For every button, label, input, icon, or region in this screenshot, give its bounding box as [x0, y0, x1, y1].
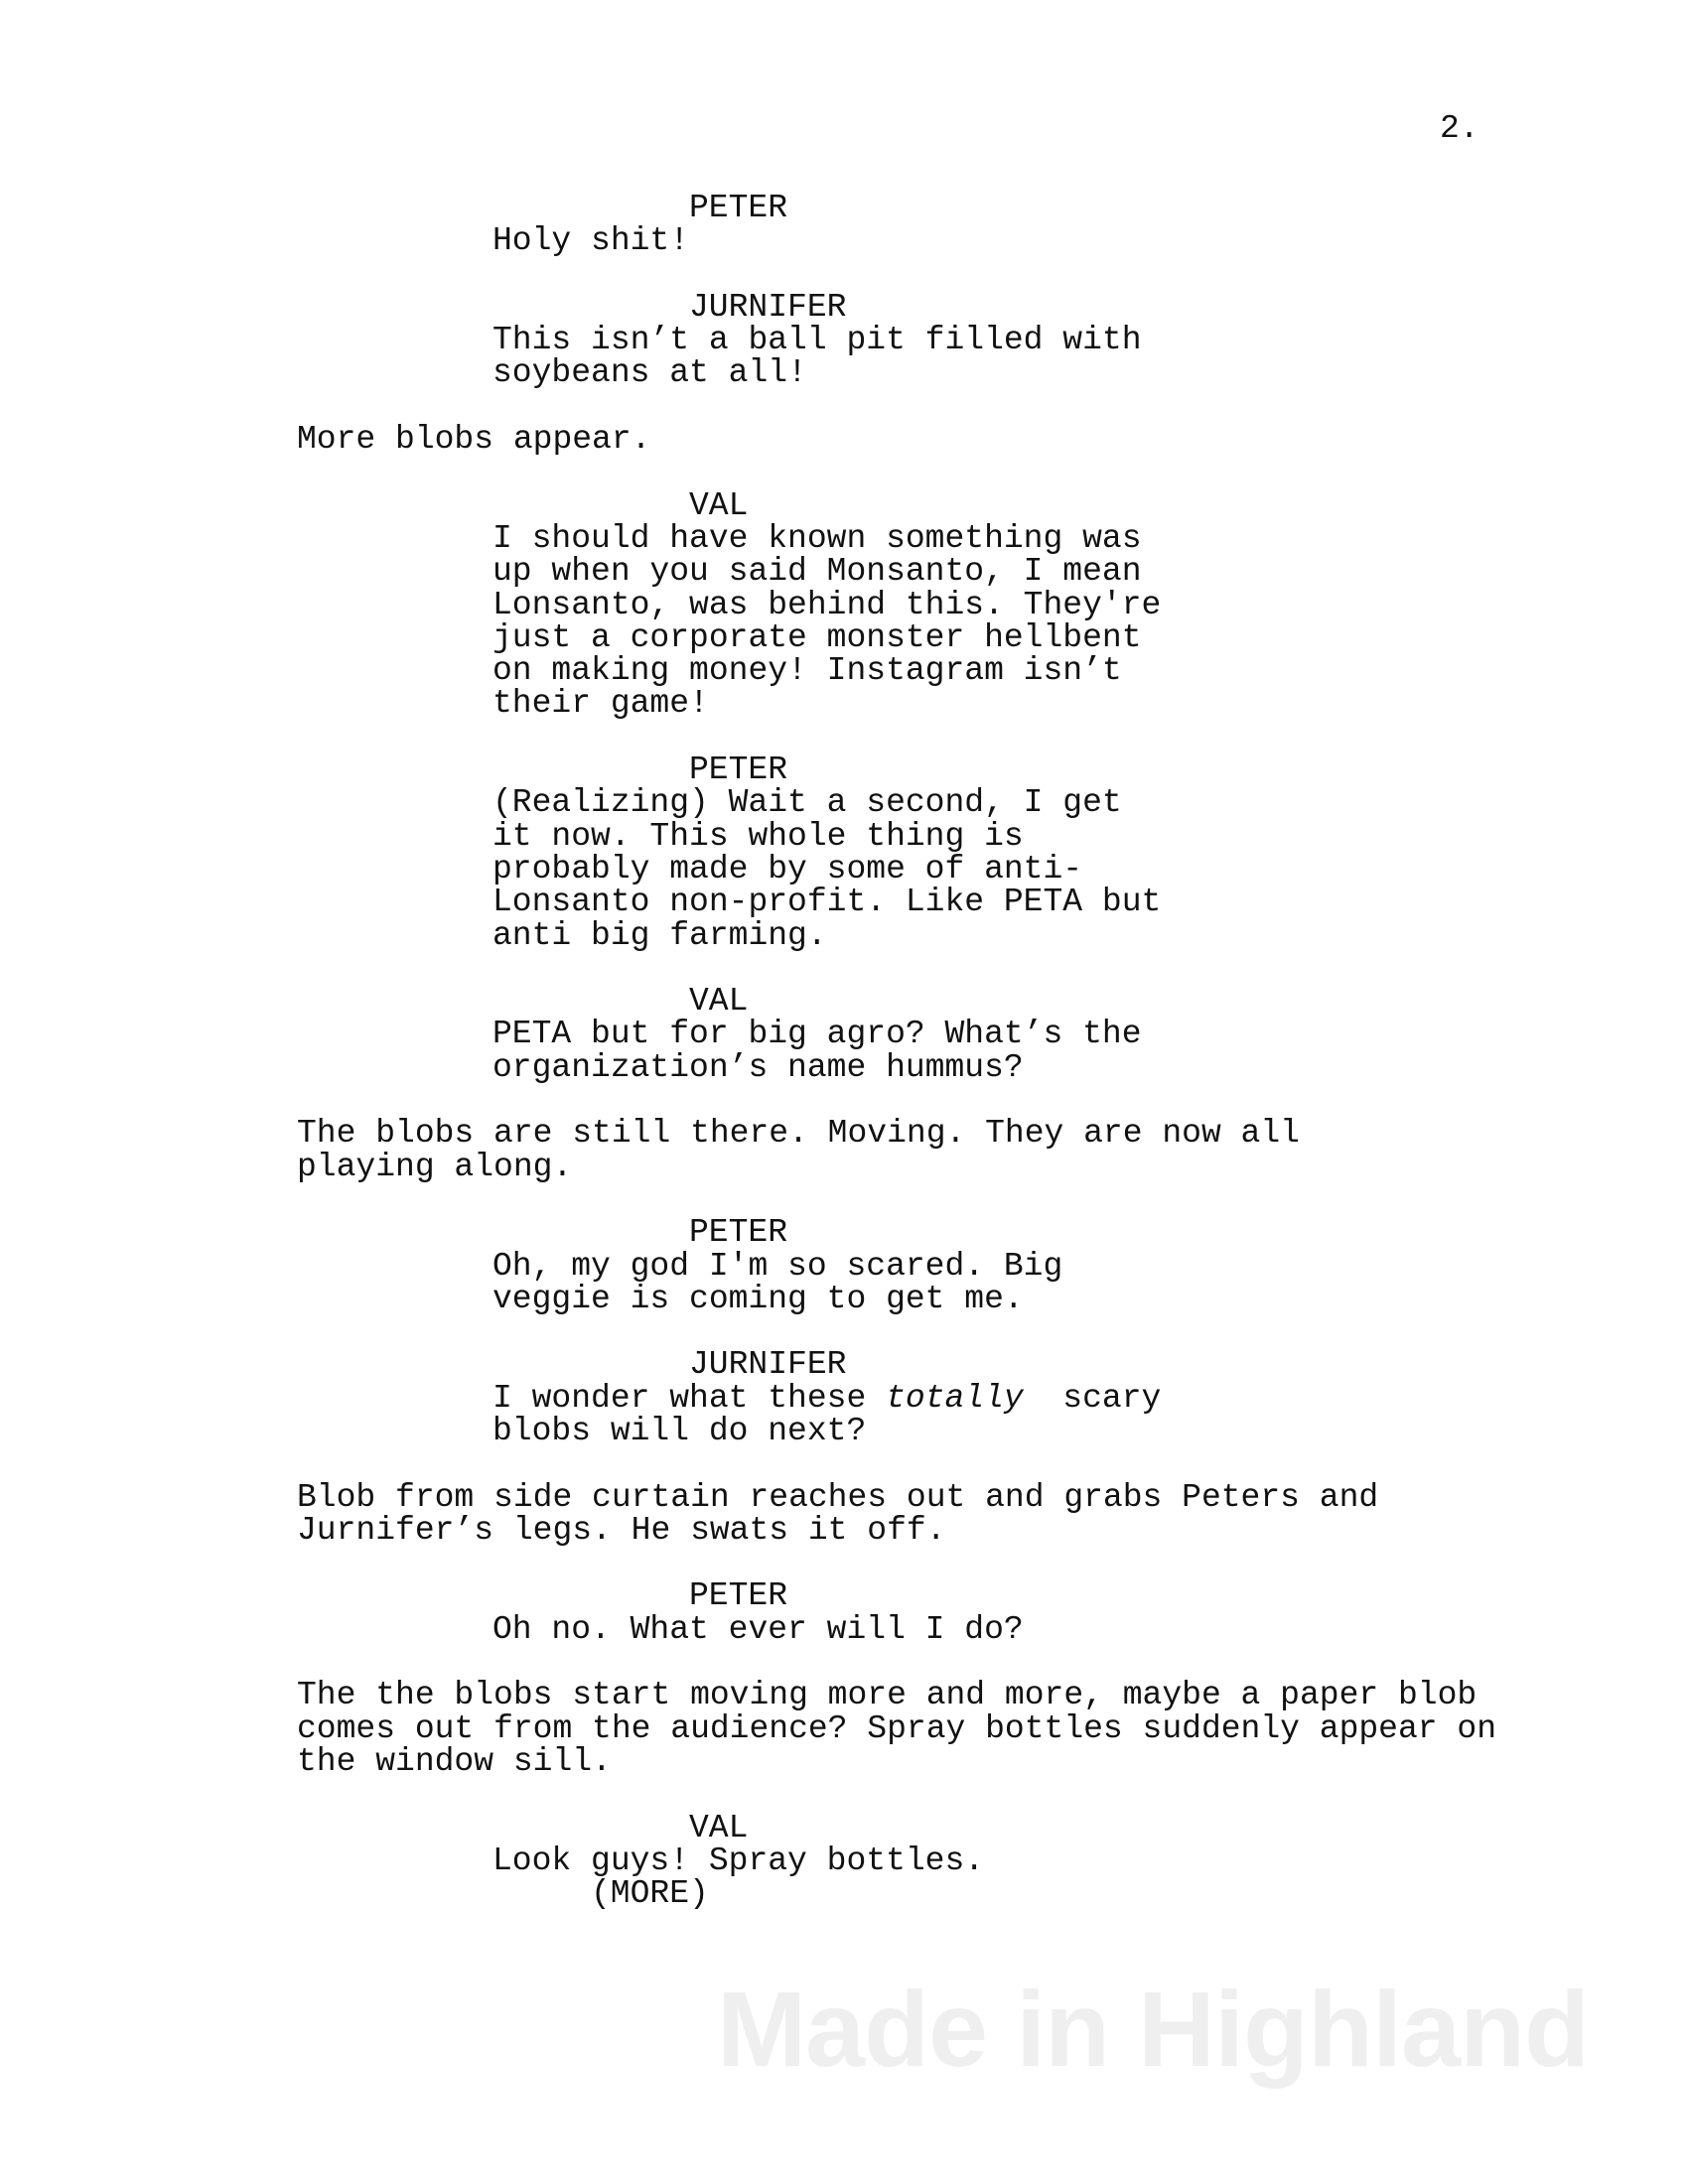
character-name: VAL	[689, 486, 749, 524]
dialogue-line: This isn’t a ball pit filled with	[492, 322, 1142, 359]
dialogue-line: Holy shit!	[492, 222, 690, 260]
dialogue-line: Oh, my god I'm so scared. Big	[492, 1247, 1063, 1285]
parenthetical: (MORE)	[591, 1875, 709, 1913]
character-name: PETER	[689, 190, 788, 226]
dialogue-line: up when you said Monsanto, I mean	[492, 553, 1142, 591]
dialogue-block	[492, 1379, 1207, 1449]
action-line: More blobs appear.	[297, 421, 651, 459]
blank-line	[0, 1084, 1688, 1117]
dialogue-line: Oh no. What ever will I do?	[492, 1610, 1024, 1648]
action-line: Jurnifer’s legs. He swats it off.	[297, 1511, 946, 1549]
action-block	[297, 1117, 1518, 1183]
action-block	[297, 1679, 1518, 1778]
dialogue-block	[492, 324, 1207, 390]
character-name: PETER	[689, 1214, 788, 1252]
dialogue-line: blobs will do next?	[492, 1412, 867, 1449]
dialogue-text: I wonder what these	[492, 1379, 887, 1417]
action-block	[297, 1478, 1518, 1549]
character-name: JURNIFER	[689, 1346, 847, 1384]
screenplay-body	[0, 190, 1688, 1913]
blank-line	[0, 258, 1688, 291]
blank-line	[0, 1646, 1688, 1679]
character-name: VAL	[689, 1809, 749, 1846]
blank-line	[0, 1315, 1688, 1348]
dialogue-text: scary	[1023, 1379, 1162, 1417]
action-block	[297, 421, 1518, 459]
action-line: The blobs are still there. Moving. They are now all	[297, 1115, 1300, 1153]
blank-line	[0, 1547, 1688, 1579]
action-line: The the blobs start moving more and more, maybe a paper blob	[297, 1677, 1477, 1714]
dialogue-block	[492, 222, 1207, 260]
watermark: Made in Highland	[717, 1969, 1590, 2089]
page-number: 2.	[1440, 110, 1479, 147]
character-name: PETER	[689, 1577, 788, 1615]
blank-line	[0, 456, 1688, 488]
dialogue-line	[492, 1379, 1207, 1417]
dialogue-block	[492, 519, 1207, 723]
action-line: the window sill.	[297, 1742, 612, 1780]
blank-line	[0, 721, 1688, 753]
emphasized-text: totally	[886, 1379, 1024, 1417]
blank-line	[0, 1183, 1688, 1216]
dialogue-line: veggie is coming to get me.	[492, 1280, 1024, 1317]
dialogue-line: soybeans at all!	[492, 354, 807, 392]
action-line: Blob from side curtain reaches out and grabs Peters and	[297, 1478, 1379, 1516]
dialogue-line: their game!	[492, 685, 709, 723]
dialogue-block	[492, 1610, 1207, 1648]
dialogue-block	[492, 1844, 1207, 1877]
character-name: PETER	[689, 751, 788, 789]
blank-line	[0, 952, 1688, 985]
dialogue-line: (Realizing) Wait a second, I get	[492, 784, 1122, 822]
blank-line	[0, 1447, 1688, 1480]
dialogue-line: Lonsanto, was behind this. They're	[492, 586, 1162, 623]
blank-line	[0, 390, 1688, 423]
action-line: playing along.	[297, 1148, 573, 1185]
dialogue-block	[492, 784, 1207, 954]
action-line: comes out from the audience? Spray bottles suddenly appear on	[297, 1709, 1496, 1747]
character-name: JURNIFER	[689, 288, 847, 326]
dialogue-line: PETA but for big agro? What’s the	[492, 1016, 1142, 1053]
blank-line	[0, 1778, 1688, 1811]
dialogue-line: I should have known something was	[492, 519, 1142, 557]
dialogue-block	[492, 1018, 1207, 1084]
dialogue-line: Look guys! Spray bottles.	[492, 1842, 985, 1879]
dialogue-line: on making money! Instagram isn’t	[492, 652, 1122, 690]
character-name: VAL	[689, 983, 749, 1021]
dialogue-line: just a corporate monster hellbent	[492, 618, 1142, 656]
dialogue-line: organization’s name hummus?	[492, 1048, 1024, 1086]
dialogue-line: it now. This whole thing is	[492, 817, 1024, 855]
dialogue-line: probably made by some of anti-	[492, 850, 1083, 887]
dialogue-line: anti big farming.	[492, 916, 827, 954]
dialogue-block	[492, 1247, 1207, 1317]
dialogue-line: Lonsanto non-profit. Like PETA but	[492, 884, 1162, 921]
